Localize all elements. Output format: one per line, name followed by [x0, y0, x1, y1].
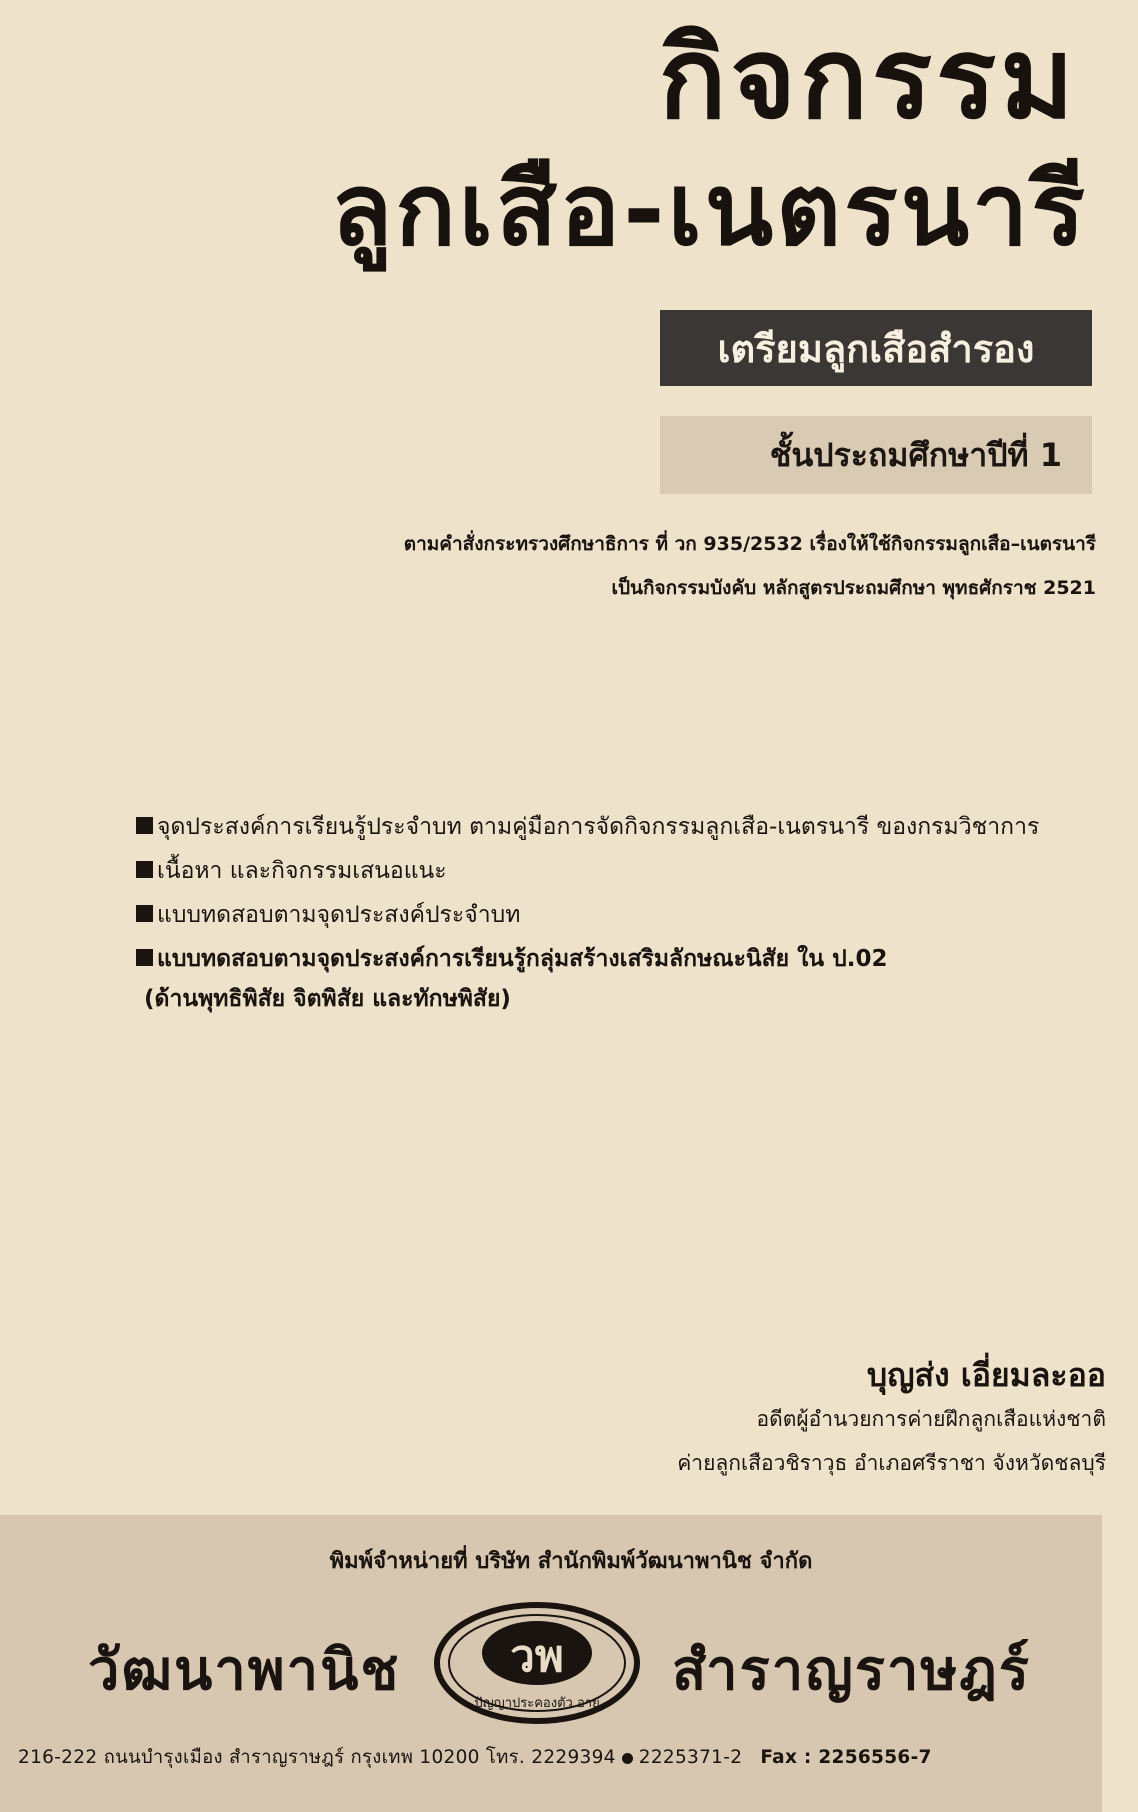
logo-letters: วพ — [510, 1631, 564, 1682]
publisher-address — [18, 1743, 932, 1772]
bullet-dot-icon — [622, 1753, 633, 1764]
grade-label: ชั้นประถมศึกษาปีที่ 1 — [769, 435, 1062, 474]
feature-text: แบบทดสอบตามจุดประสงค์ประจำบท — [157, 902, 521, 928]
feature-text: จุดประสงค์การเรียนรู้ประจำบท ตามคู่มือการจัดกิจกรรมลูกเสือ-เนตรนารี ของกรมวิชาการ — [157, 814, 1040, 840]
order-line-2: เป็นกิจกรรมบังคับ หลักสูตรประถมศึกษา พุทธศักราช 2521 — [611, 577, 1096, 599]
feature-item — [136, 937, 1116, 981]
brand-name-left: วัฒนาพานิช — [88, 1638, 401, 1703]
author-position: อดีตผู้อำนวยการค่ายฝึกลูกเสือแห่งชาติ — [756, 1406, 1106, 1431]
level-banner — [660, 310, 1092, 386]
title-line-2: ลูกเสือ-เนตรนารี — [330, 151, 1088, 268]
address-text: 216-222 ถนนบำรุงเมือง สำราญราษฎร์ กรุงเทพ 10200 โทร. 2229394 — [18, 1747, 616, 1768]
fax-number: Fax : 2256556-7 — [760, 1747, 932, 1768]
author-block — [406, 1355, 1106, 1485]
author-name: บุญส่ง เอี่ยมละออ — [866, 1356, 1106, 1394]
brand-name-right: สำราญราษฎร์ — [672, 1638, 1031, 1703]
author-location: ค่ายลูกเสือวชิราวุธ อำเภอศรีราชา จังหวัดชลบุรี — [677, 1450, 1106, 1475]
level-label: เตรียมลูกเสือสำรอง — [717, 326, 1035, 371]
square-bullet-icon — [136, 817, 153, 834]
publisher-line: พิมพ์จำหน่ายที่ บริษัท สำนักพิมพ์วัฒนาพานิช จำกัด — [329, 1549, 813, 1574]
publisher-logo-icon — [432, 1599, 642, 1727]
feature-text: แบบทดสอบตามจุดประสงค์การเรียนรู้กลุ่มสร้างเสริมลักษณะนิสัย ใน ป.02 — [157, 946, 888, 972]
feature-subtext: (ด้านพุทธิพิสัย จิตพิสัย และทักษพิสัย) — [144, 986, 511, 1012]
feature-item — [136, 893, 1116, 937]
order-line-1: ตามคำสั่งกระทรวงศึกษาธิการ ที่ วก 935/2532 เรื่องให้ใช้กิจกรรมลูกเสือ–เนตรนารี — [403, 533, 1096, 555]
ministry-order — [96, 522, 1096, 610]
grade-banner — [660, 416, 1092, 494]
feature-list — [136, 805, 1116, 1021]
logo-motto: ปัญญาประคองตัว อายุ — [474, 1696, 600, 1711]
title-line-1: กิจกรรม — [658, 14, 1078, 144]
feature-text: เนื้อหา และกิจกรรมเสนอแนะ — [157, 858, 447, 884]
publisher-footer — [0, 1515, 1102, 1812]
square-bullet-icon — [136, 949, 153, 966]
phone-2: 2225371-2 — [638, 1747, 743, 1768]
square-bullet-icon — [136, 861, 153, 878]
feature-item — [136, 805, 1116, 849]
square-bullet-icon — [136, 905, 153, 922]
feature-item — [136, 849, 1116, 893]
